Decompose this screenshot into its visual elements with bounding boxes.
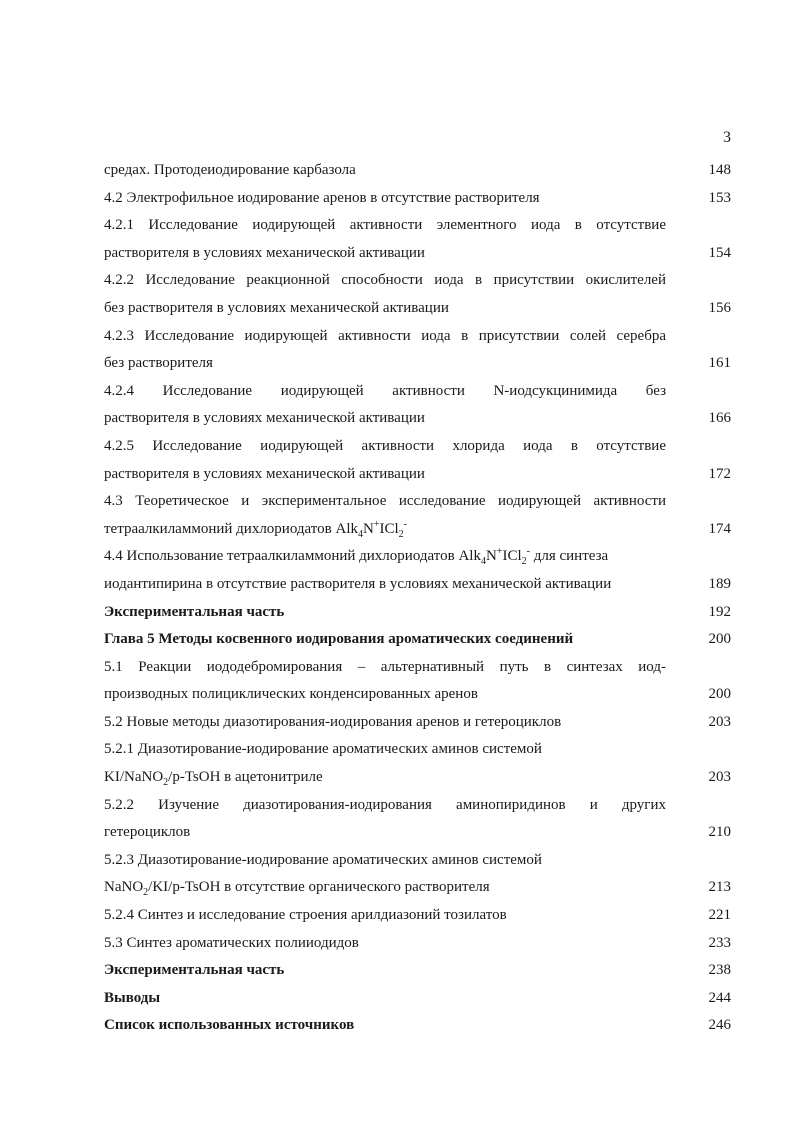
toc-page-number: 203 — [708, 713, 731, 730]
toc-entry-text: Список использованных источников — [104, 1017, 355, 1034]
toc-page-number: 174 — [708, 520, 731, 537]
toc-page-number: 161 — [708, 355, 731, 372]
toc-entry-text: 4.2.5 Исследование иодирующей активности хлорида иода в отсутствие — [104, 437, 666, 454]
toc-entry-text: иодантипирина в отсутствие растворителя в условиях механической активации — [104, 575, 612, 592]
toc-entry — [104, 985, 731, 1013]
toc-page-number: 200 — [708, 686, 731, 703]
toc-entry-text: 4.2 Электрофильное иодирование аренов в отсутствие растворителя — [104, 189, 540, 206]
toc-entry-formula-line: NaNO$_2$/KI/p-TsOH в отсутствие органического растворителя — [104, 879, 490, 899]
toc-page-number: 233 — [708, 934, 731, 951]
toc-entry-text: без растворителя — [104, 355, 213, 372]
toc-entry-text: 5.2.3 Диазотирование-иодирование ароматических аминов системой — [104, 851, 542, 868]
toc-page-number: 200 — [708, 631, 731, 648]
toc-entry — [104, 185, 731, 213]
toc-entry — [104, 902, 731, 930]
toc-entry-formula-line: 4.4 Использование тетраалкиламмоний дихлориодатов Alk$_4$N+ICl$_2$- для синтеза — [104, 546, 609, 568]
toc-entry-text: 4.2.2 Исследование реакционной способности иода в присутствии окислителей — [104, 272, 666, 289]
toc-page-number: 213 — [708, 879, 731, 896]
toc-entry — [104, 847, 731, 902]
toc-entry-text: растворителя в условиях механической активации — [104, 410, 425, 427]
toc-entry-text: 5.1 Реакции иододебромирования – альтернативный путь в синтезах иод- — [104, 658, 666, 675]
toc-entry-formula-line: тетраалкиламмоний дихлориодатов Alk$_4$N+ICl$_2$- — [104, 518, 407, 540]
toc-entry-text: производных полициклических конденсированных аренов — [104, 686, 478, 703]
toc-page-number: 244 — [708, 989, 731, 1006]
table-of-contents — [104, 157, 731, 1040]
toc-entry — [104, 709, 731, 737]
toc-entry-text: 5.2.1 Диазотирование-иодирование ароматических аминов системой — [104, 741, 542, 758]
toc-entry — [104, 957, 731, 985]
page-number: 3 — [723, 129, 731, 146]
toc-page-number: 166 — [708, 410, 731, 427]
toc-entry-text: Экспериментальная часть — [104, 603, 285, 620]
toc-entry — [104, 599, 731, 627]
toc-entry-text: Выводы — [104, 989, 161, 1006]
toc-page-number: 154 — [708, 244, 731, 261]
toc-entry — [104, 267, 731, 322]
toc-entry-text: Глава 5 Методы косвенного иодирования ароматических соединений — [104, 631, 574, 648]
toc-entry-text: 4.2.3 Исследование иодирующей активности иода в присутствии солей серебра — [104, 327, 666, 344]
toc-entry — [104, 626, 731, 654]
toc-entry-text: без растворителя в условиях механической активации — [104, 299, 449, 316]
toc-entry-text: 5.2 Новые методы диазотирования-иодирования аренов и гетероциклов — [104, 713, 562, 730]
toc-page-number: 246 — [708, 1017, 731, 1034]
toc-entry-text: растворителя в условиях механической активации — [104, 244, 425, 261]
toc-page-number: 238 — [708, 962, 731, 979]
toc-page-number: 156 — [708, 299, 731, 316]
toc-entry-text: 4.3 Теоретическое и экспериментальное исследование иодирующей активности — [104, 493, 666, 510]
toc-page-number: 210 — [708, 824, 731, 841]
toc-entry-text: 4.2.4 Исследование иодирующей активности N-иодсукцинимида без — [104, 382, 666, 399]
toc-entry-text: 5.2.2 Изучение диазотирования-иодирования аминопиридинов и других — [104, 796, 666, 813]
toc-entry — [104, 792, 731, 847]
toc-entry-text: гетероциклов — [104, 824, 191, 841]
toc-page-number: 192 — [708, 603, 731, 620]
toc-entry — [104, 157, 731, 185]
toc-page-number: 221 — [708, 907, 731, 924]
toc-page-number: 153 — [708, 189, 731, 206]
toc-page-number: 148 — [708, 162, 731, 178]
toc-entry-text: 4.2.1 Исследование иодирующей активности элементного иода в отсутствие — [104, 217, 666, 234]
toc-page-number: 172 — [708, 465, 731, 482]
toc-entry-text: Экспериментальная часть — [104, 962, 285, 979]
toc-entry — [104, 378, 731, 433]
toc-entry-text: растворителя в условиях механической активации — [104, 465, 425, 482]
toc-entry-text: 5.3 Синтез ароматических полииодидов — [104, 934, 359, 951]
toc-entry — [104, 433, 731, 488]
toc-entry — [104, 736, 731, 791]
toc-page-number: 189 — [708, 575, 731, 592]
toc-entry-text: 5.2.4 Синтез и исследование строения арилдиазоний тозилатов — [104, 907, 507, 924]
toc-entry — [104, 543, 731, 598]
toc-entry — [104, 654, 731, 709]
toc-entry — [104, 212, 731, 267]
toc-entry — [104, 1012, 731, 1040]
toc-page-number: 203 — [708, 769, 731, 786]
toc-entry — [104, 488, 731, 543]
toc-entry — [104, 323, 731, 378]
toc-entry-formula-line: KI/NaNO$_2$/p-TsOH в ацетонитриле — [104, 769, 323, 789]
toc-entry — [104, 930, 731, 958]
toc-entry-text: средах. Протодеиодирование карбазола — [104, 162, 356, 178]
